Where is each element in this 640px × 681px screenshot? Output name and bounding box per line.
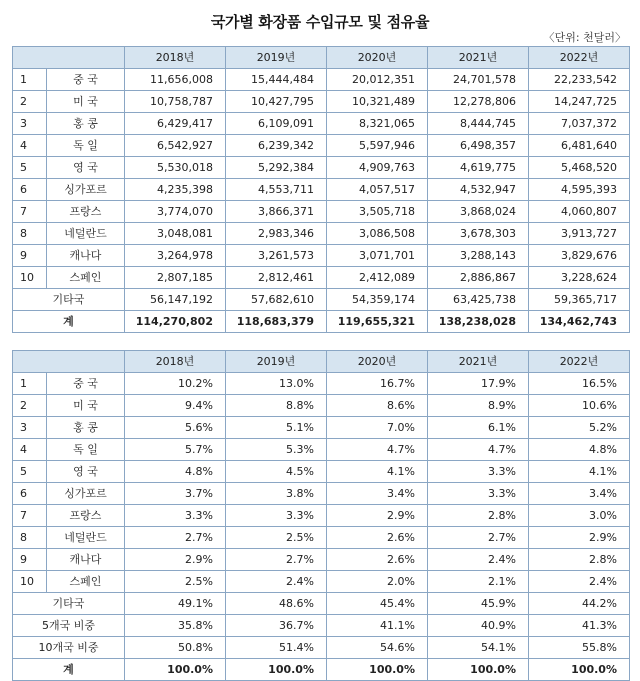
value-cell: 3,829,676: [529, 245, 630, 267]
value-cell: 8,321,065: [327, 113, 428, 135]
value-cell: 35.8%: [125, 615, 226, 637]
value-cell: 5,597,946: [327, 135, 428, 157]
country-cell: 싱가포르: [47, 179, 125, 201]
value-cell: 54.1%: [428, 637, 529, 659]
value-cell: 2.7%: [428, 527, 529, 549]
header-row: [13, 47, 630, 69]
country-cell: 네덜란드: [47, 527, 125, 549]
table-row: [13, 91, 630, 113]
value-cell: 2.0%: [327, 571, 428, 593]
total-row: [13, 311, 630, 333]
value-cell: 2.9%: [125, 549, 226, 571]
value-cell: 59,365,717: [529, 289, 630, 311]
table-row: [13, 267, 630, 289]
summary-label-cell: 기타국: [13, 593, 125, 615]
country-cell: 미 국: [47, 395, 125, 417]
value-cell: 3,774,070: [125, 201, 226, 223]
value-cell: 13.0%: [226, 373, 327, 395]
year-header: 2018년: [125, 351, 226, 373]
table-row: [13, 505, 630, 527]
value-cell: 6,239,342: [226, 135, 327, 157]
value-cell: 15,444,484: [226, 69, 327, 91]
country-cell: 스페인: [47, 571, 125, 593]
value-cell: 5.2%: [529, 417, 630, 439]
value-cell: 5.6%: [125, 417, 226, 439]
value-cell: 2.9%: [327, 505, 428, 527]
year-header: 2021년: [428, 47, 529, 69]
table-row: [13, 113, 630, 135]
value-cell: 3,678,303: [428, 223, 529, 245]
value-cell: 4.7%: [327, 439, 428, 461]
value-cell: 3,071,701: [327, 245, 428, 267]
year-header: 2019년: [226, 47, 327, 69]
value-cell: 49.1%: [125, 593, 226, 615]
table-row: [13, 483, 630, 505]
value-cell: 2,886,867: [428, 267, 529, 289]
value-cell: 63,425,738: [428, 289, 529, 311]
year-header: 2018년: [125, 47, 226, 69]
rank-cell: 5: [13, 157, 47, 179]
year-header: 2020년: [327, 47, 428, 69]
value-cell: 10.2%: [125, 373, 226, 395]
value-cell: 3,261,573: [226, 245, 327, 267]
value-cell: 3,048,081: [125, 223, 226, 245]
value-cell: 2,812,461: [226, 267, 327, 289]
value-cell: 2.4%: [529, 571, 630, 593]
country-cell: 미 국: [47, 91, 125, 113]
value-cell: 11,656,008: [125, 69, 226, 91]
value-cell: 5,468,520: [529, 157, 630, 179]
country-cell: 홍 콩: [47, 113, 125, 135]
value-cell: 2.5%: [226, 527, 327, 549]
value-cell: 3.3%: [125, 505, 226, 527]
value-cell: 3.3%: [226, 505, 327, 527]
table-row: [13, 571, 630, 593]
value-cell: 3.4%: [327, 483, 428, 505]
year-header: 2022년: [529, 351, 630, 373]
value-cell: 2.1%: [428, 571, 529, 593]
value-cell: 24,701,578: [428, 69, 529, 91]
value-cell: 5.3%: [226, 439, 327, 461]
table-row: [13, 245, 630, 267]
rank-cell: 10: [13, 571, 47, 593]
country-cell: 독 일: [47, 135, 125, 157]
value-cell: 41.3%: [529, 615, 630, 637]
country-cell: 캐나다: [47, 245, 125, 267]
header-blank-cell: [13, 47, 125, 69]
value-cell: 44.2%: [529, 593, 630, 615]
rank-cell: 9: [13, 549, 47, 571]
value-cell: 2.7%: [226, 549, 327, 571]
value-cell: 2,807,185: [125, 267, 226, 289]
value-cell: 3.4%: [529, 483, 630, 505]
total-label-cell: 계: [13, 311, 125, 333]
rank-cell: 10: [13, 267, 47, 289]
value-cell: 4.8%: [529, 439, 630, 461]
value-cell: 57,682,610: [226, 289, 327, 311]
value-cell: 50.8%: [125, 637, 226, 659]
value-cell: 9.4%: [125, 395, 226, 417]
total-value-cell: 114,270,802: [125, 311, 226, 333]
value-cell: 41.1%: [327, 615, 428, 637]
table-row: [13, 395, 630, 417]
summary-row: [13, 593, 630, 615]
value-cell: 2.6%: [327, 549, 428, 571]
value-cell: 12,278,806: [428, 91, 529, 113]
value-cell: 6,498,357: [428, 135, 529, 157]
rank-cell: 9: [13, 245, 47, 267]
value-cell: 5.1%: [226, 417, 327, 439]
value-cell: 2.4%: [226, 571, 327, 593]
value-cell: 8,444,745: [428, 113, 529, 135]
value-cell: 17.9%: [428, 373, 529, 395]
value-cell: 7,037,372: [529, 113, 630, 135]
table-row: [13, 439, 630, 461]
value-cell: 10,758,787: [125, 91, 226, 113]
value-cell: 20,012,351: [327, 69, 428, 91]
table-row: [13, 135, 630, 157]
value-cell: 36.7%: [226, 615, 327, 637]
value-cell: 5,530,018: [125, 157, 226, 179]
value-cell: 22,233,542: [529, 69, 630, 91]
value-cell: 3,288,143: [428, 245, 529, 267]
market-share-table: [12, 350, 630, 681]
summary-row: [13, 637, 630, 659]
year-header: 2020년: [327, 351, 428, 373]
total-value-cell: 100.0%: [125, 659, 226, 681]
country-cell: 스페인: [47, 267, 125, 289]
summary-label-cell: 10개국 비중: [13, 637, 125, 659]
value-cell: 4,553,711: [226, 179, 327, 201]
total-label-cell: 계: [13, 659, 125, 681]
table-row: [13, 461, 630, 483]
value-cell: 4,235,398: [125, 179, 226, 201]
table-row: [13, 373, 630, 395]
value-cell: 3,866,371: [226, 201, 327, 223]
value-cell: 2.8%: [428, 505, 529, 527]
value-cell: 54.6%: [327, 637, 428, 659]
unit-label: 〈단위: 천달러〉: [543, 31, 626, 44]
value-cell: 2.5%: [125, 571, 226, 593]
table-row: [13, 417, 630, 439]
value-cell: 3.3%: [428, 461, 529, 483]
value-cell: 16.7%: [327, 373, 428, 395]
summary-label-cell: 기타국: [13, 289, 125, 311]
value-cell: 4,532,947: [428, 179, 529, 201]
value-cell: 55.8%: [529, 637, 630, 659]
country-cell: 중 국: [47, 69, 125, 91]
value-cell: 4,057,517: [327, 179, 428, 201]
value-cell: 54,359,174: [327, 289, 428, 311]
value-cell: 45.4%: [327, 593, 428, 615]
value-cell: 2.4%: [428, 549, 529, 571]
total-value-cell: 100.0%: [226, 659, 327, 681]
value-cell: 4.5%: [226, 461, 327, 483]
page-title: 국가별 화장품 수입규모 및 점유율: [210, 13, 430, 31]
value-cell: 40.9%: [428, 615, 529, 637]
value-cell: 10.6%: [529, 395, 630, 417]
value-cell: 3,913,727: [529, 223, 630, 245]
value-cell: 51.4%: [226, 637, 327, 659]
value-cell: 4.7%: [428, 439, 529, 461]
year-header: 2019년: [226, 351, 327, 373]
rank-cell: 3: [13, 113, 47, 135]
value-cell: 10,427,795: [226, 91, 327, 113]
value-cell: 5.7%: [125, 439, 226, 461]
summary-label-cell: 5개국 비중: [13, 615, 125, 637]
value-cell: 8.6%: [327, 395, 428, 417]
value-cell: 7.0%: [327, 417, 428, 439]
rank-cell: 4: [13, 439, 47, 461]
rank-cell: 5: [13, 461, 47, 483]
table-row: [13, 179, 630, 201]
value-cell: 4.8%: [125, 461, 226, 483]
value-cell: 4,595,393: [529, 179, 630, 201]
value-cell: 14,247,725: [529, 91, 630, 113]
total-value-cell: 100.0%: [529, 659, 630, 681]
value-cell: 4,619,775: [428, 157, 529, 179]
value-cell: 4.1%: [529, 461, 630, 483]
country-cell: 홍 콩: [47, 417, 125, 439]
value-cell: 2,983,346: [226, 223, 327, 245]
table-row: [13, 527, 630, 549]
import-volume-table: [12, 46, 630, 333]
rank-cell: 6: [13, 483, 47, 505]
table-row: [13, 69, 630, 91]
country-cell: 영 국: [47, 461, 125, 483]
summary-row: [13, 615, 630, 637]
value-cell: 2.8%: [529, 549, 630, 571]
value-cell: 3,086,508: [327, 223, 428, 245]
table-row: [13, 549, 630, 571]
value-cell: 2.6%: [327, 527, 428, 549]
table-row: [13, 201, 630, 223]
value-cell: 5,292,384: [226, 157, 327, 179]
table-row: [13, 223, 630, 245]
value-cell: 6,542,927: [125, 135, 226, 157]
value-cell: 3.7%: [125, 483, 226, 505]
header-row: [13, 351, 630, 373]
value-cell: 4.1%: [327, 461, 428, 483]
total-value-cell: 100.0%: [428, 659, 529, 681]
year-header: 2021년: [428, 351, 529, 373]
rank-cell: 1: [13, 373, 47, 395]
value-cell: 3.8%: [226, 483, 327, 505]
total-value-cell: 134,462,743: [529, 311, 630, 333]
value-cell: 2.9%: [529, 527, 630, 549]
value-cell: 48.6%: [226, 593, 327, 615]
rank-cell: 4: [13, 135, 47, 157]
value-cell: 8.8%: [226, 395, 327, 417]
rank-cell: 8: [13, 223, 47, 245]
total-value-cell: 100.0%: [327, 659, 428, 681]
value-cell: 10,321,489: [327, 91, 428, 113]
value-cell: 3,868,024: [428, 201, 529, 223]
country-cell: 네덜란드: [47, 223, 125, 245]
rank-cell: 2: [13, 395, 47, 417]
value-cell: 6,109,091: [226, 113, 327, 135]
value-cell: 4,060,807: [529, 201, 630, 223]
country-cell: 프랑스: [47, 201, 125, 223]
rank-cell: 2: [13, 91, 47, 113]
country-cell: 영 국: [47, 157, 125, 179]
header-blank-cell: [13, 351, 125, 373]
value-cell: 16.5%: [529, 373, 630, 395]
total-row: [13, 659, 630, 681]
value-cell: 56,147,192: [125, 289, 226, 311]
country-cell: 캐나다: [47, 549, 125, 571]
value-cell: 4,909,763: [327, 157, 428, 179]
value-cell: 3,505,718: [327, 201, 428, 223]
table-row: [13, 157, 630, 179]
rank-cell: 8: [13, 527, 47, 549]
total-value-cell: 138,238,028: [428, 311, 529, 333]
rank-cell: 1: [13, 69, 47, 91]
value-cell: 6.1%: [428, 417, 529, 439]
country-cell: 독 일: [47, 439, 125, 461]
rank-cell: 6: [13, 179, 47, 201]
value-cell: 6,429,417: [125, 113, 226, 135]
rank-cell: 7: [13, 505, 47, 527]
value-cell: 2,412,089: [327, 267, 428, 289]
summary-row: [13, 289, 630, 311]
value-cell: 3.3%: [428, 483, 529, 505]
value-cell: 45.9%: [428, 593, 529, 615]
rank-cell: 3: [13, 417, 47, 439]
year-header: 2022년: [529, 47, 630, 69]
value-cell: 3.0%: [529, 505, 630, 527]
country-cell: 중 국: [47, 373, 125, 395]
country-cell: 프랑스: [47, 505, 125, 527]
country-cell: 싱가포르: [47, 483, 125, 505]
value-cell: 2.7%: [125, 527, 226, 549]
total-value-cell: 119,655,321: [327, 311, 428, 333]
value-cell: 6,481,640: [529, 135, 630, 157]
value-cell: 8.9%: [428, 395, 529, 417]
value-cell: 3,228,624: [529, 267, 630, 289]
value-cell: 3,264,978: [125, 245, 226, 267]
rank-cell: 7: [13, 201, 47, 223]
total-value-cell: 118,683,379: [226, 311, 327, 333]
